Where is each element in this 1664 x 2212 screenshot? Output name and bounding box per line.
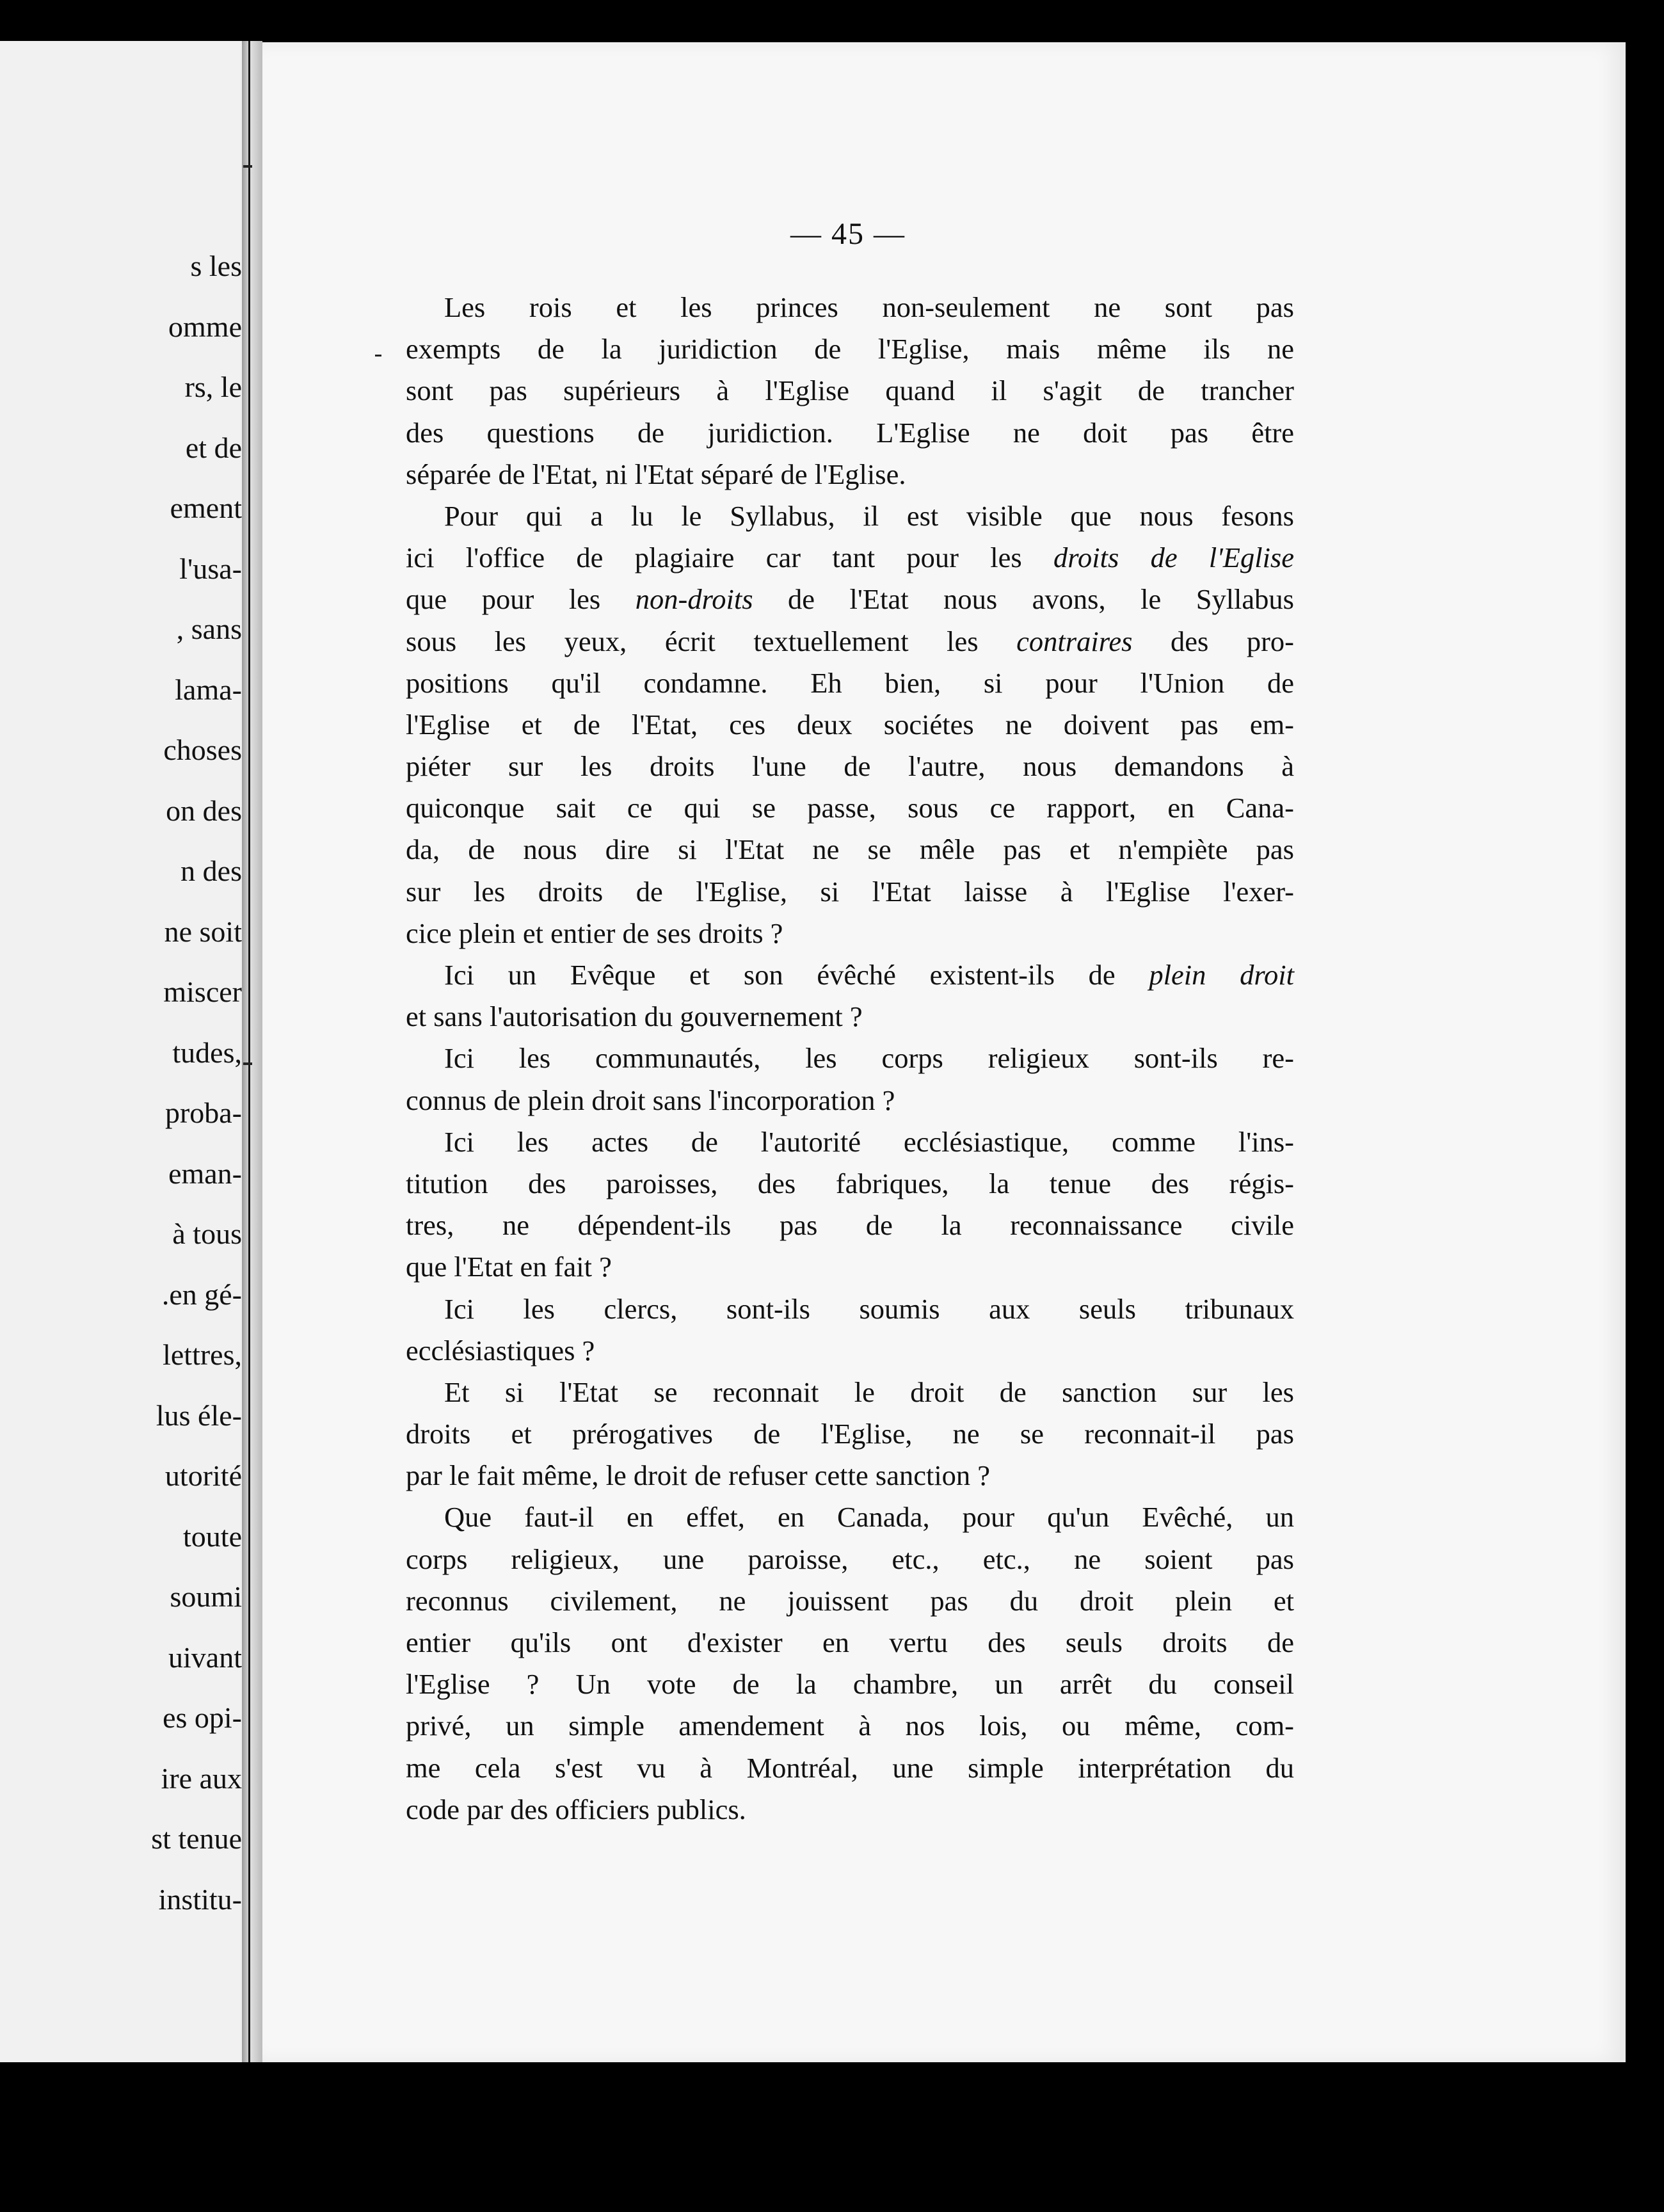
text-line: [406, 1789, 1294, 1831]
text-line: [406, 1330, 1294, 1372]
text-run: séparée de l'Etat, ni l'Etat séparé de l'Eglise.: [406, 458, 906, 490]
text-run: da, de nous dire si l'Etat ne se mêle pas et n'empiète pas: [406, 833, 1294, 866]
text-run: par le fait même, le droit de refuser cette sanction ?: [406, 1459, 991, 1492]
previous-page-fragment: omme: [168, 310, 242, 343]
text-line: [406, 829, 1294, 870]
text-line: [406, 1747, 1294, 1789]
margin-mark: [243, 165, 252, 168]
margin-mark: [375, 355, 381, 357]
text-line: [406, 287, 1294, 328]
text-line: [406, 1080, 1294, 1121]
previous-page-fragment: es opi-: [163, 1701, 242, 1734]
text-run: ici l'office de plagiaire car tant pour les: [406, 541, 1054, 574]
text-line: [406, 412, 1294, 454]
previous-page-fragment: miscer: [163, 975, 242, 1008]
text-run: code par des officiers publics.: [406, 1793, 746, 1825]
previous-page-fragment: uivant: [168, 1640, 242, 1674]
text-run: connus de plein droit sans l'incorporation ?: [406, 1084, 895, 1116]
text-line: [406, 1288, 1294, 1330]
previous-page-fragment: tudes,: [172, 1036, 242, 1069]
text-line: [406, 1163, 1294, 1205]
text-run: Ici les communautés, les corps religieux sont-ils re-: [444, 1042, 1294, 1075]
text-line: [406, 1413, 1294, 1455]
microfilm-frame-top: [0, 0, 1664, 45]
binding-gutter: [242, 41, 262, 2076]
text-line: [406, 1580, 1294, 1622]
text-line: [406, 1121, 1294, 1163]
text-line: [406, 370, 1294, 412]
text-run: sont pas supérieurs à l'Eglise quand il s'agit de trancher: [406, 374, 1294, 407]
text-line: [406, 746, 1294, 787]
previous-page-fragment: .en gé-: [161, 1278, 242, 1311]
text-line: [406, 579, 1294, 620]
previous-page-fragment: l'usa-: [179, 552, 242, 585]
text-line: [406, 1622, 1294, 1663]
text-line: [406, 328, 1294, 370]
previous-page-fragment: choses: [163, 733, 242, 766]
text-line: [406, 537, 1294, 579]
gutter-line: [248, 41, 250, 2076]
text-line: [406, 954, 1294, 996]
previous-page-fragment: n des: [180, 854, 242, 887]
text-line: [406, 871, 1294, 913]
text-line: [406, 662, 1294, 704]
text-run: l'Eglise ? Un vote de la chambre, un arrêt du conseil: [406, 1668, 1294, 1701]
previous-page-fragment: lettres,: [163, 1338, 242, 1371]
text-run: Ici les clercs, sont-ils soumis aux seuls tribunaux: [444, 1292, 1294, 1325]
text-line: [406, 1205, 1294, 1246]
microfilm-frame-right: [1626, 42, 1664, 2212]
previous-page-fragment: soumi: [170, 1580, 242, 1613]
previous-page-fragment: utorité: [164, 1459, 242, 1492]
text-run: privé, un simple amendement à nos lois, ou même, com-: [406, 1710, 1294, 1742]
text-run: tres, ne dépendent-ils pas de la reconnaissance civile: [406, 1209, 1294, 1242]
text-line: [406, 913, 1294, 954]
text-line: [406, 1539, 1294, 1580]
text-run: entier qu'ils ont d'exister en vertu des seuls droits de: [406, 1626, 1294, 1658]
previous-page-fragment: ne soit: [164, 915, 242, 948]
italic-phrase: plein droit: [1149, 959, 1294, 991]
text-line: [406, 1455, 1294, 1496]
text-line: [406, 787, 1294, 829]
previous-page-fragment: eman-: [168, 1157, 242, 1190]
previous-page-fragment: proba-: [164, 1096, 242, 1129]
previous-page-fragment: st tenue: [151, 1822, 242, 1855]
text-run: titution des paroisses, des fabriques, la tenue des régis-: [406, 1167, 1294, 1199]
italic-phrase: non-droits: [635, 583, 753, 616]
text-line: [406, 454, 1294, 495]
text-line: [406, 1246, 1294, 1288]
previous-page-fragment: on des: [166, 794, 242, 827]
text-line: [406, 1663, 1294, 1705]
page-number: — 45 —: [790, 217, 906, 251]
text-run: que l'Etat en fait ?: [406, 1251, 612, 1283]
previous-page-edge: [0, 41, 242, 2076]
text-run: exempts de la juridiction de l'Eglise, mais même ils ne: [406, 333, 1294, 365]
body-text: [406, 287, 1294, 1831]
text-run: Ici les actes de l'autorité ecclésiastique, comme l'ins-: [444, 1125, 1294, 1158]
italic-phrase: droits de l'Eglise: [1053, 541, 1294, 574]
microfilm-frame-bottom: [0, 2062, 1664, 2212]
text-run: des pro-: [1132, 625, 1294, 657]
text-run: des questions de juridiction. L'Eglise ne doit pas être: [406, 416, 1294, 449]
previous-page-fragment: s les: [190, 250, 242, 282]
previous-page-fragment: et de: [185, 431, 242, 464]
previous-page-fragment: , sans: [176, 613, 242, 645]
text-run: corps religieux, une paroisse, etc., etc., ne soient pas: [406, 1543, 1294, 1575]
text-run: de l'Etat nous avons, le Syllabus: [753, 583, 1294, 616]
text-line: [406, 1705, 1294, 1747]
text-run: positions qu'il condamne. Eh bien, si pour l'Union de: [406, 666, 1294, 699]
text-run: reconnus civilement, ne jouissent pas du droit plein et: [406, 1584, 1294, 1617]
text-run: Les rois et les princes non-seulement ne sont pas: [444, 291, 1294, 323]
text-run: cice plein et entier de ses droits ?: [406, 917, 783, 949]
previous-page-fragment: lus éle-: [156, 1399, 242, 1432]
previous-page-fragment: ement: [170, 492, 242, 524]
text-run: quiconque sait ce qui se passe, sous ce rapport, en Cana-: [406, 792, 1294, 824]
italic-phrase: contraires: [1016, 625, 1133, 657]
text-run: Que faut-il en effet, en Canada, pour qu'un Evêché, un: [444, 1501, 1294, 1534]
margin-mark: [243, 1062, 252, 1065]
text-line: [406, 1372, 1294, 1413]
previous-page-fragment: toute: [183, 1519, 242, 1553]
text-run: Pour qui a lu le Syllabus, il est visible que nous fesons: [444, 499, 1294, 532]
text-line: [406, 1496, 1294, 1538]
text-line: [406, 621, 1294, 662]
text-line: [406, 704, 1294, 746]
previous-page-fragment: rs, le: [184, 371, 242, 403]
previous-page-fragment: à tous: [172, 1217, 242, 1250]
text-run: l'Eglise et de l'Etat, ces deux sociétes ne doivent pas em-: [406, 708, 1294, 741]
previous-page-fragment: lama-: [175, 673, 242, 706]
text-run: et sans l'autorisation du gouvernement ?: [406, 1000, 863, 1033]
text-run: droits et prérogatives de l'Eglise, ne se reconnait-il pas: [406, 1418, 1294, 1450]
text-run: Ici un Evêque et son évêché existent-ils de: [444, 959, 1149, 991]
text-run: que pour les: [406, 583, 636, 616]
text-run: me cela s'est vu à Montréal, une simple interprétation du: [406, 1751, 1294, 1784]
previous-page-fragment: institu-: [158, 1882, 242, 1916]
text-run: sur les droits de l'Eglise, si l'Etat laisse à l'Eglise l'exer-: [406, 875, 1294, 908]
text-line: [406, 1038, 1294, 1079]
text-run: Et si l'Etat se reconnait le droit de sanction sur les: [444, 1375, 1294, 1408]
text-run: sous les yeux, écrit textuellement les: [406, 625, 1017, 657]
text-line: [406, 996, 1294, 1038]
text-run: ecclésiastiques ?: [406, 1334, 595, 1366]
previous-page-fragment: ire aux: [161, 1761, 242, 1795]
text-line: [406, 495, 1294, 537]
text-run: piéter sur les droits l'une de l'autre, nous demandons à: [406, 750, 1294, 783]
